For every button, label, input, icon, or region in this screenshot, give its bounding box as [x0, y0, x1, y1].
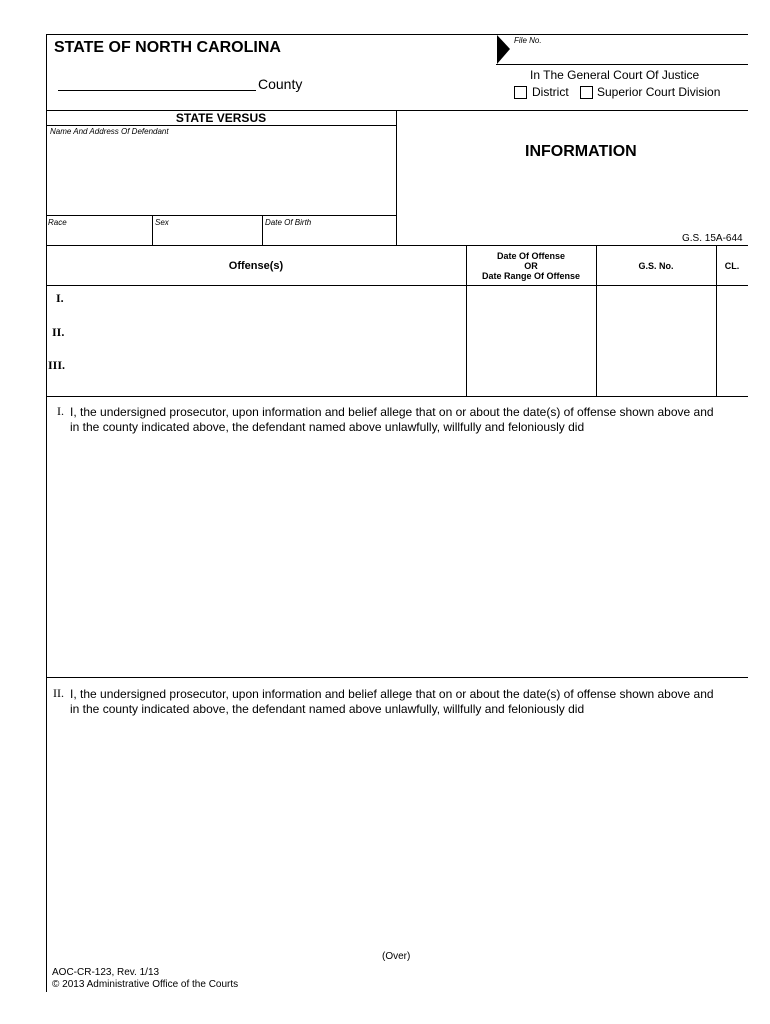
class-header: CL. — [724, 261, 740, 271]
state-title: STATE OF NORTH CAROLINA — [54, 39, 281, 56]
offense-1-input[interactable] — [72, 288, 464, 318]
sex-input[interactable] — [154, 227, 260, 243]
county-label: County — [258, 76, 303, 92]
district-checkbox[interactable] — [514, 86, 527, 99]
offense-2-input[interactable] — [72, 322, 464, 352]
race-label: Race — [48, 218, 67, 227]
dob-input[interactable] — [264, 227, 394, 243]
court-line: In The General Court Of Justice — [530, 68, 700, 82]
offense-row-numeral: II. — [52, 325, 65, 339]
offenses-header: Offense(s) — [228, 260, 284, 272]
form-number: AOC-CR-123, Rev. 1/13 — [52, 967, 160, 978]
superior-court-label: Superior Court Division — [597, 85, 721, 99]
file-no-arrow-icon — [497, 35, 511, 65]
sex-label: Sex — [155, 218, 169, 227]
file-no-input[interactable] — [560, 36, 746, 62]
name-address-label: Name And Address Of Defendant — [50, 127, 169, 136]
allegation-2-text: I, the undersigned prosecutor, upon information and belief allege that on or about the date(s) of offense shown above and in the county indicated above, the defendant named above unlawfully, willfully and feloniously did — [70, 687, 714, 716]
defendant-name-address-input[interactable] — [48, 138, 394, 214]
form-title: INFORMATION — [525, 143, 637, 160]
race-input[interactable] — [48, 227, 150, 243]
dob-label: Date Of Birth — [265, 218, 312, 227]
superior-court-checkbox[interactable] — [580, 86, 593, 99]
allegation-1-input[interactable] — [50, 440, 746, 674]
over-note: (Over) — [382, 951, 411, 962]
allegation-numeral: II. — [53, 686, 64, 700]
statute-reference: G.S. 15A-644 — [682, 233, 743, 244]
offense-row-numeral: I. — [56, 291, 64, 305]
gs-number-input[interactable] — [598, 288, 714, 394]
state-versus-heading: STATE VERSUS — [175, 111, 267, 125]
class-input[interactable] — [718, 288, 748, 394]
offense-date-input[interactable] — [468, 288, 594, 394]
date-of-offense-header: Date Of Offense OR Date Range Of Offense — [481, 251, 581, 281]
file-no-label: File No. — [514, 36, 542, 45]
district-label: District — [532, 85, 569, 99]
gs-no-header: G.S. No. — [638, 261, 674, 271]
allegation-2-input[interactable] — [50, 722, 746, 944]
allegation-1-text: I, the undersigned prosecutor, upon information and belief allege that on or about the date(s) of offense shown above and in the county indicated above, the defendant named above unlawfully, willfully and feloniously did — [70, 405, 714, 434]
offense-row-numeral: III. — [48, 358, 66, 372]
county-input[interactable] — [58, 72, 256, 90]
copyright: © 2013 Administrative Office of the Courts — [52, 979, 239, 990]
allegation-numeral: I. — [57, 404, 64, 418]
offense-3-input[interactable] — [72, 356, 464, 392]
